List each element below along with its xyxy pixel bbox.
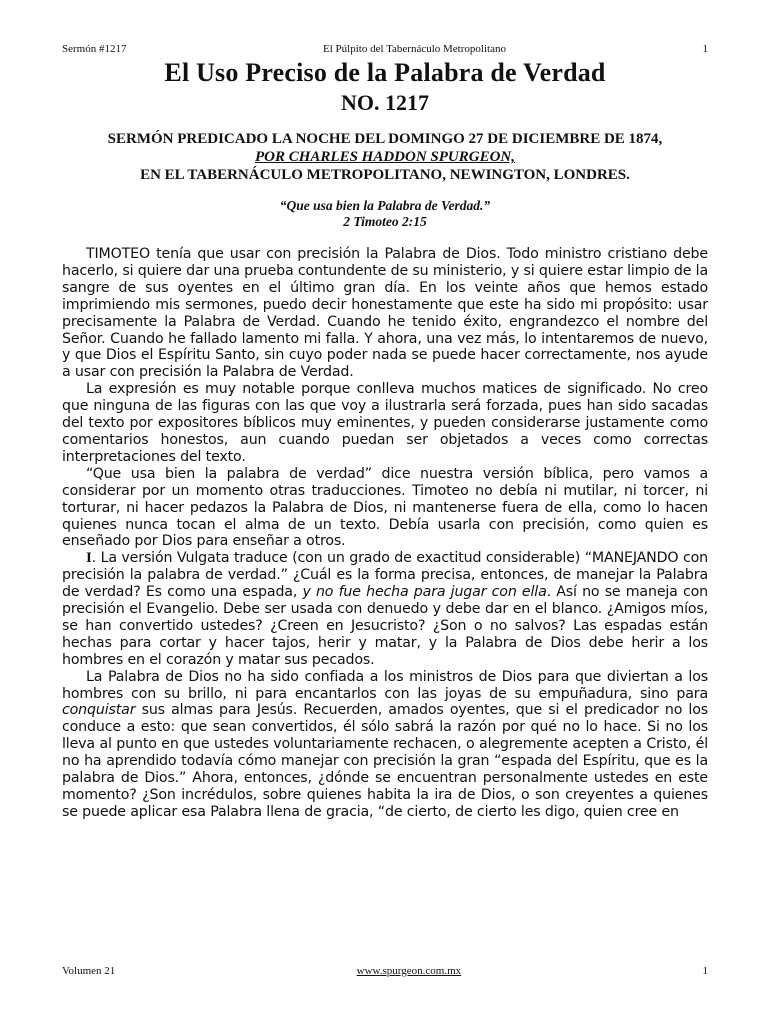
publication-title: El Púlpito del Tabernáculo Metropolitano <box>323 43 506 55</box>
page-number: 1 <box>702 43 708 55</box>
sermon-title: El Uso Preciso de la Palabra de Verdad <box>164 58 606 87</box>
website-link[interactable]: www.spurgeon.com.mx <box>356 965 462 977</box>
subtitle-author-line: POR CHARLES HADDON SPURGEON, <box>254 149 516 165</box>
paragraph-text: La Palabra de Dios no ha sido confiada a los ministros de Dios para que diviertan a los hombres con su brillo, ni para encantarlos con las joyas de su empuñadura, sino para <box>62 668 708 702</box>
epigraph-quote: “Que usa bien la Palabra de Verdad.” <box>279 198 491 213</box>
sermon-number-label: Sermón #1217 <box>62 43 127 55</box>
subtitle-date-line: SERMÓN PREDICADO LA NOCHE DEL DOMINGO 27 DE DICIEMBRE DE 1874, <box>107 131 663 147</box>
sermon-body <box>62 246 708 821</box>
running-header <box>62 42 708 56</box>
sermon-subtitle <box>62 130 708 184</box>
subtitle-place-line: EN EL TABERNÁCULO METROPOLITANO, NEWINGTON, LONDRES. <box>140 167 630 183</box>
paragraph-text: . Así no se maneja con precisión el Evangelio. Debe ser usada con denuedo y debe dar en el blanco. ¿Amigos míos, se han convertido ustedes? ¿Creen en Jesucristo? ¿Son o no salvos? Las espadas están hechas para cortar y hacer tajos, herir y matar, y la Palabra de Dios debe herir a los hombres en el corazón y matar sus pecados. <box>62 584 708 668</box>
volume-label: Volumen 21 <box>62 965 116 977</box>
section-numeral: I <box>86 550 92 567</box>
paragraph: I. La versión Vulgata traduce (con un grado de exactitud considerable) “MANEJANDO con precisión la palabra de verdad.” ¿Cuál es la forma precisa, entonces, de manejar la Palabra de verdad? Es como una espada, y no fue hecha para jugar con ella. Así no se maneja con precisión el Evangelio. Debe ser usada con denuedo y debe dar en el blanco. ¿Amigos míos, se han convertido ustedes? ¿Creen en Jesucristo? ¿Son o no salvos? Las espadas están hechas para cortar y hacer tajos, herir y matar, y la Palabra de Dios debe herir a los hombres en el corazón y matar sus pecados. <box>62 550 708 668</box>
paragraph-text: sus almas para Jesús. Recuerden, amados oyentes, que si el predicador no los conduce a esto: que sean convertidos, él sólo sabrá la razón por qué no lo hace. Si no los lleva al punto en que ustedes voluntariamente rechacen, o alegremente acepten a Cristo, él no ha aprendido todavía cómo manejar con precisión la gran “espada del Espíritu, que es la palabra de Dios.” Ahora, entonces, ¿dónde se encuentran personalmente ustedes en este momento? ¿Son incrédulos, sobre quienes habita la ira de Dios, o son creyentes a quienes se puede aplicar esa Palabra llena de gracia, “de cierto, de cierto les digo, quien cree en <box>62 702 708 820</box>
paragraph: La expresión es muy notable porque conlleva muchos matices de significado. No creo que ninguna de las figuras con las que voy a ilustrarla será forzada, pues han sido sacadas del texto por expositores bíblicos muy eminentes, y pueden considerarse justamente como comentarios honestos, aun cuando puedan ser objetados a veces como correctas interpretaciones del texto. <box>62 381 708 465</box>
footer-page-number: 1 <box>702 965 708 977</box>
paragraph-text: La versión Vulgata traduce (con un grado de exactitud considerable) “MANEJANDO con precisión la palabra de verdad.” ¿Cuál es la forma precisa, entonces, de manejar la Palabra de verdad? Es como una espada, <box>62 550 708 601</box>
sermon-number: NO. 1217 <box>341 90 429 115</box>
paragraph: “Que usa bien la palabra de verdad” dice nuestra versión bíblica, pero vamos a considerar por un momento otras traducciones. Timoteo no debía ni mutilar, ni torcer, ni torturar, ni hacer pedazos la Palabra de Dios, ni mantenerse fuera de ella, como lo hacen quienes nunca tocan el alma de un texto. Debía usarla con precisión, como quien es enseñado por Dios para enseñar a otros. <box>62 465 708 550</box>
epigraph-reference: 2 Timoteo 2:15 <box>343 214 427 229</box>
paragraph <box>62 669 708 821</box>
paragraph-italic: conquistar <box>62 702 136 719</box>
document-page <box>62 42 708 982</box>
paragraph-italic: y no fue hecha para jugar con ella <box>302 584 547 601</box>
epigraph <box>62 198 708 230</box>
running-footer <box>62 964 708 978</box>
paragraph: TIMOTEO tenía que usar con precisión la Palabra de Dios. Todo ministro cristiano debe hacerlo, si quiere dar una prueba contundente de su ministerio, y si quiere estar limpio de la sangre de sus oyentes en el último gran día. En los veinte años que hemos estado imprimiendo mis sermones, puedo decir honestamente que este ha sido mi propósito: usar precisamente la Palabra de Verdad. Cuando he tenido éxito, engrandezco el nombre del Señor. Cuando he fallado lamento mi falla. Y ahora, una vez más, lo intentaremos de nuevo, y que Dios el Espíritu Santo, sin cuyo poder nada se puede hacer correctamente, nos ayude a usar con precisión la Palabra de Verdad. <box>62 246 709 381</box>
